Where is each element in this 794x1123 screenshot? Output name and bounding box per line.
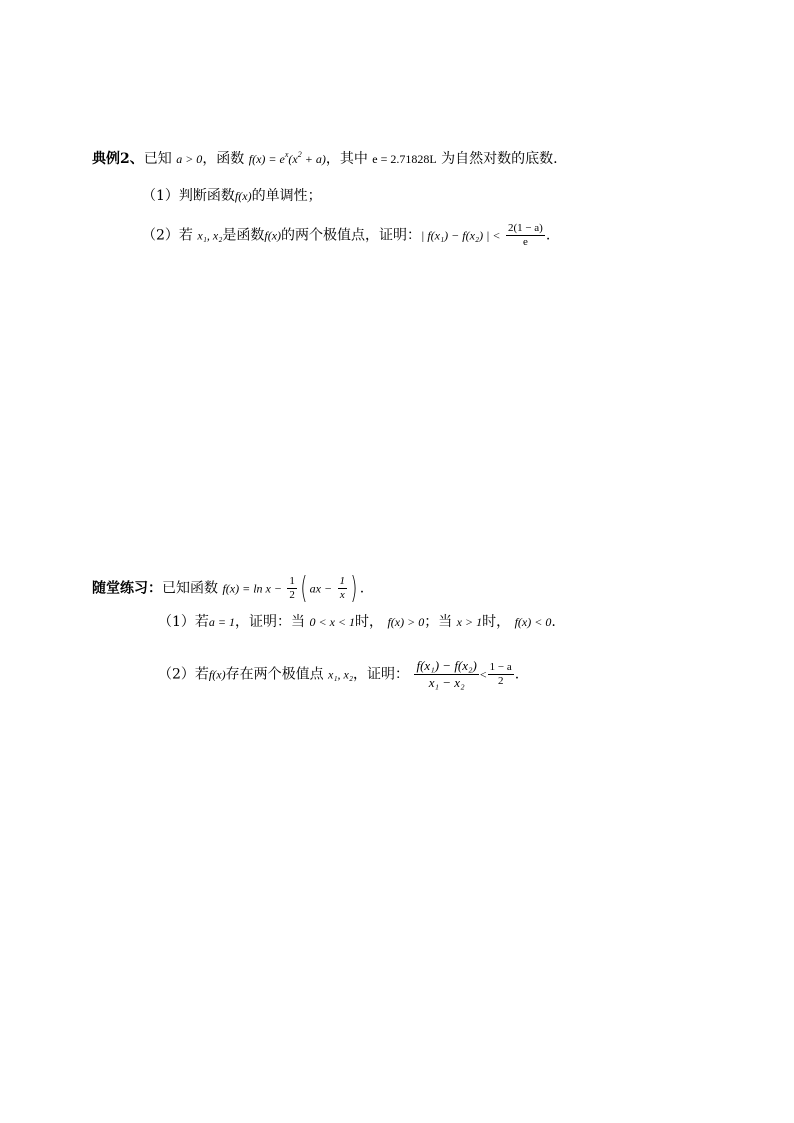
q2-fraction [506,222,545,249]
func-exp: x [284,150,289,159]
q2-number: （2） [142,227,179,244]
q2-mid: 是函数 [222,227,265,244]
p-q1-res1: f(x) > 0 [387,615,425,629]
q2-tail: 的两个极值点，证明： [281,227,422,244]
p-q2-vars: x₁, x₂ [328,667,354,682]
example2-label: 典例2、 [92,151,144,167]
p-q2-lt: < [479,667,487,682]
right-paren: ) [350,570,358,606]
rhs-den: 2 [497,675,504,687]
p-q2-function: f(x) [208,667,226,682]
p-q1-text: 若 [194,614,209,630]
p-q1-range2: x > 1 [456,615,483,629]
example2-e-value: e = 2.71828L [372,152,437,166]
example2-intro: 已知 [143,151,172,167]
half-num: 1 [289,575,295,587]
q1-tail: 的单调性； [251,188,322,204]
inv-num: 1 [339,575,346,587]
example2-function [249,152,326,166]
practice-inverse [338,575,348,602]
q2-text: 若 [178,227,193,244]
practice-intro: 已知函数 [162,580,218,597]
p-q1-sep: ；当 [424,614,453,630]
half-den: 2 [289,589,295,601]
q2-vars: x₁, x₂ [197,228,223,243]
rhs-num: 1 − a [489,661,512,673]
p-q2-end: . [514,666,520,683]
func-base: f(x) = e [248,152,285,166]
example2-q1 [142,186,322,206]
p-q2-tail: ，证明： [353,666,410,683]
q2-function: f(x) [264,228,282,243]
p-q1-number: （1） [158,614,195,630]
q1-function: f(x) [234,189,252,203]
func-square: 2 [297,150,302,159]
left-paren: ( [300,570,308,606]
p-q1-end: . [551,614,556,630]
func-tail: + a) [301,152,326,166]
lhs-num: f(x₁) − f(x₂) [416,658,477,673]
inv-den: x [339,589,345,601]
p-q1-res2: f(x) < 0 [514,615,552,629]
p-q1-when: 时， [355,614,384,630]
practice-half [287,575,297,602]
q2-frac-den: e [522,236,528,248]
p-q2-rhs-fraction [488,661,514,688]
lhs-den: x₁ − x₂ [428,675,465,690]
p-q1-when2: 时， [482,614,511,630]
p-q1-mid: ，证明：当 [235,614,306,630]
example2-condition: a > 0 [176,152,203,166]
practice-end: . [359,580,365,597]
practice-q1 [158,612,556,632]
func-rest: (x [288,152,298,166]
q2-end: . [545,227,551,244]
p-q2-mid: 存在两个极值点 [225,666,324,683]
q2-frac-num: 2(1 − a) [507,222,543,234]
q2-inequality: | f(x₁) − f(x₂) | < [421,228,501,243]
p-q1-cond: a = 1 [208,615,236,629]
q1-text: 判断函数 [178,188,235,204]
example2-where-tail: 为自然对数的底数. [436,151,558,167]
example2-func-label: ，函数 [202,151,245,167]
practice-heading-line [92,570,365,606]
practice-q2 [158,658,519,691]
p-q2-text: 若 [194,666,209,683]
practice-inner: ax − [309,581,333,596]
p-q1-range1: 0 < x < 1 [309,615,356,629]
q1-number: （1） [142,188,179,204]
p-q2-number: （2） [158,666,195,683]
example2-where: ，其中 [325,151,368,167]
example2-q2 [142,222,550,249]
example2-heading-line [92,149,558,169]
p-q2-lhs-fraction [414,658,478,691]
practice-function: f(x) = ln x − [222,581,282,596]
practice-label: 随堂练习： [92,580,162,597]
